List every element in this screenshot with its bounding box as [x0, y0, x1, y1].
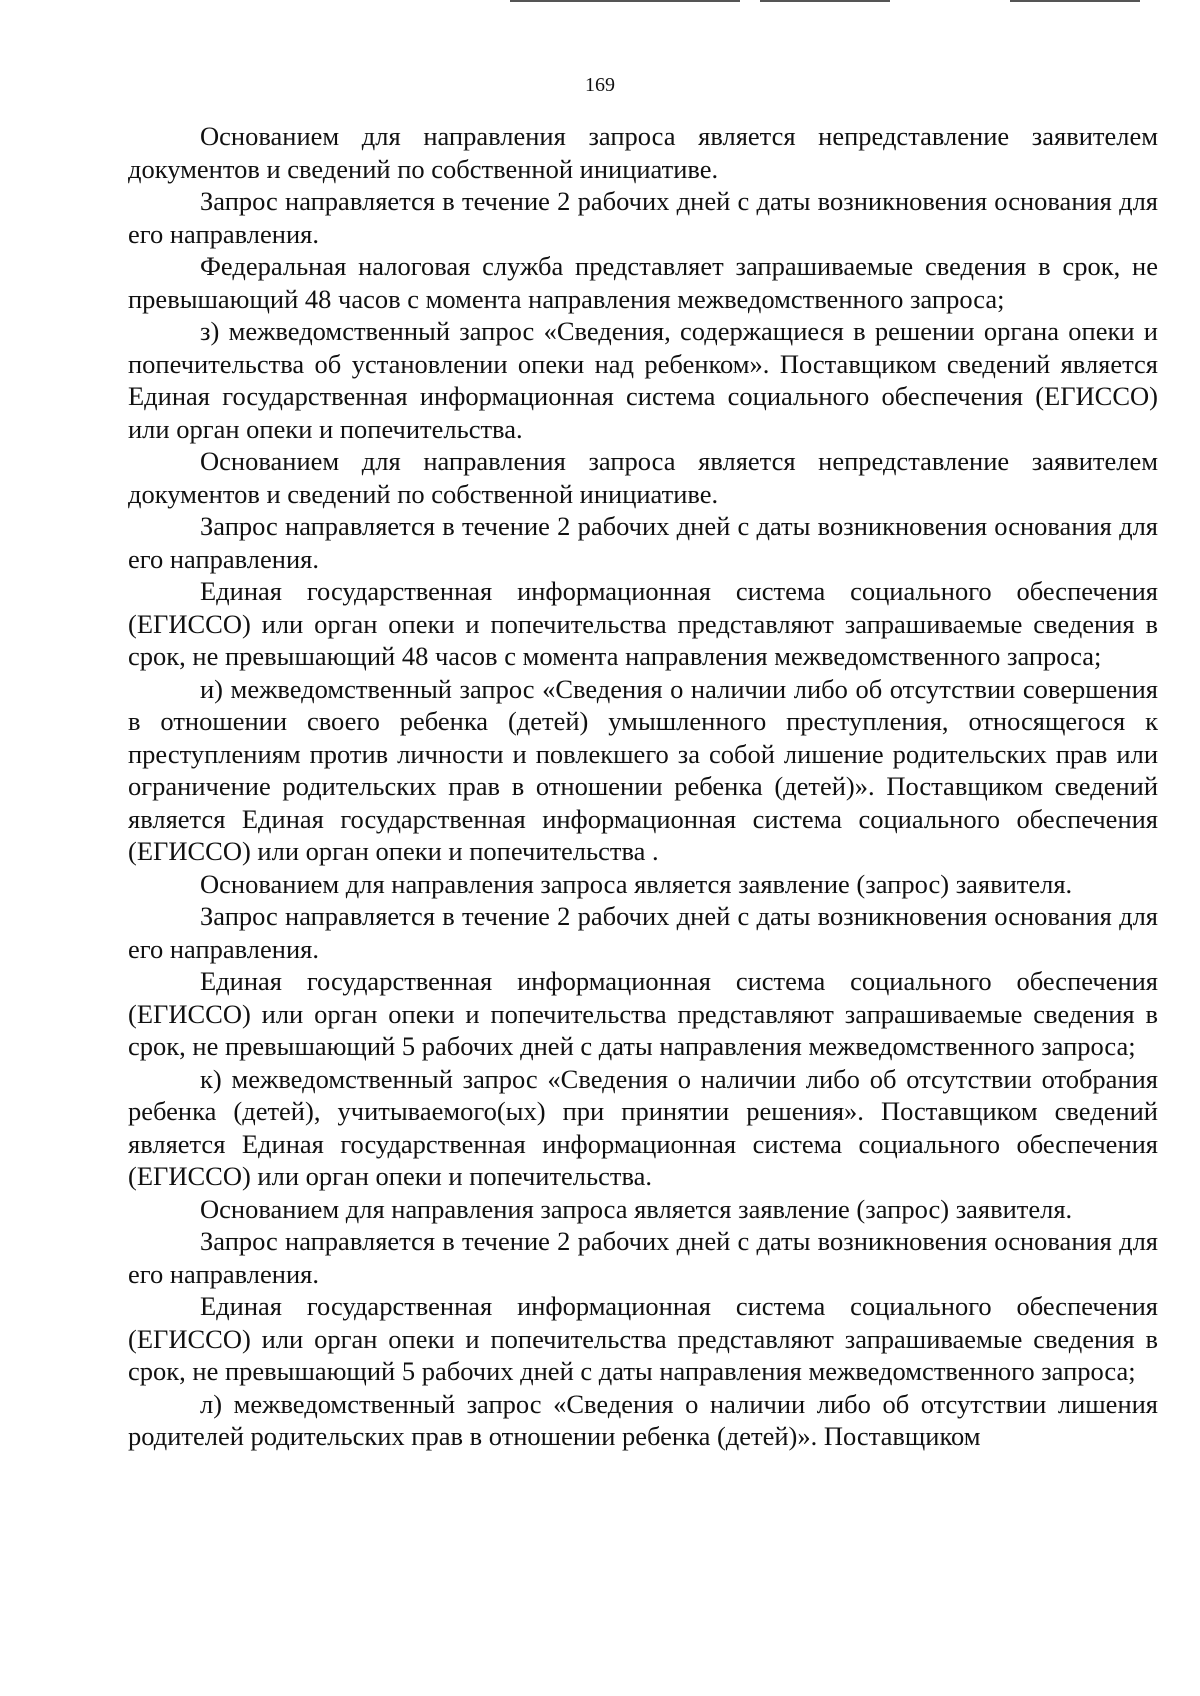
top-rule-2: [760, 0, 890, 2]
paragraph: Основанием для направления запроса является непредставление заявителем документов и сведений по собственной инициативе.: [128, 446, 1158, 509]
paragraph: Запрос направляется в течение 2 рабочих дней с даты возникновения основания для его направления.: [128, 901, 1158, 964]
paragraph: Запрос направляется в течение 2 рабочих дней с даты возникновения основания для его направления.: [128, 186, 1158, 249]
paragraph: Основанием для направления запроса является заявление (запрос) заявителя.: [200, 1193, 1073, 1224]
paragraph: Основанием для направления запроса является заявление (запрос) заявителя.: [200, 868, 1073, 899]
top-rule-1: [510, 0, 740, 2]
paragraph: Единая государственная информационная система социального обеспечения (ЕГИССО) или орган опеки и попечительства представляют запрашиваемые сведения в срок, не превышающий 5 рабочих дней с даты направления межведомственного запроса;: [128, 1291, 1158, 1386]
paragraph: Федеральная налоговая служба представляет запрашиваемые сведения в срок, не превышающий 48 часов с момента направления межведомственного запроса;: [128, 251, 1158, 314]
paragraph: Запрос направляется в течение 2 рабочих дней с даты возникновения основания для его направления.: [128, 1226, 1158, 1289]
paragraph: Единая государственная информационная система социального обеспечения (ЕГИССО) или орган опеки и попечительства представляют запрашиваемые сведения в срок, не превышающий 48 часов с момента направления межведомственного запроса;: [128, 576, 1158, 671]
paragraph: Основанием для направления запроса является непредставление заявителем документов и сведений по собственной инициативе.: [128, 121, 1158, 184]
paragraph: и) межведомственный запрос «Сведения о наличии либо об отсутствии совершения в отношении своего ребенка (детей) умышленного преступления, относящегося к преступлениям против личности и повлекшего за собой лишение родительских прав или ограничение родительских прав в отношении ребенка (детей)». Поставщиком сведений является Единая государственная информационная система социального обеспечения (ЕГИССО) или орган опеки и попечительства .: [128, 673, 1158, 866]
paragraph: Запрос направляется в течение 2 рабочих дней с даты возникновения основания для его направления.: [128, 511, 1158, 574]
paragraph: Единая государственная информационная система социального обеспечения (ЕГИССО) или орган опеки и попечительства представляют запрашиваемые сведения в срок, не превышающий 5 рабочих дней с даты направления межведомственного запроса;: [128, 966, 1158, 1061]
paragraph: к) межведомственный запрос «Сведения о наличии либо об отсутствии отобрания ребенка (детей), учитываемого(ых) при принятии решения». Поставщиком сведений является Единая государственная информационная система социального обеспечения (ЕГИССО) или орган опеки и попечительства.: [128, 1063, 1158, 1191]
top-rule-3: [1010, 0, 1140, 2]
paragraph: з) межведомственный запрос «Сведения, содержащиеся в решении органа опеки и попечительства об установлении опеки над ребенком». Поставщиком сведений является Единая государственная информационная система социального обеспечения (ЕГИССО) или орган опеки и попечительства.: [128, 316, 1158, 444]
page-number: 169: [585, 74, 615, 96]
document-body: [128, 120, 1158, 1453]
paragraph: л) межведомственный запрос «Сведения о наличии либо об отсутствии лишения родителей родительских прав в отношении ребенка (детей)». Поставщиком: [128, 1388, 1158, 1451]
